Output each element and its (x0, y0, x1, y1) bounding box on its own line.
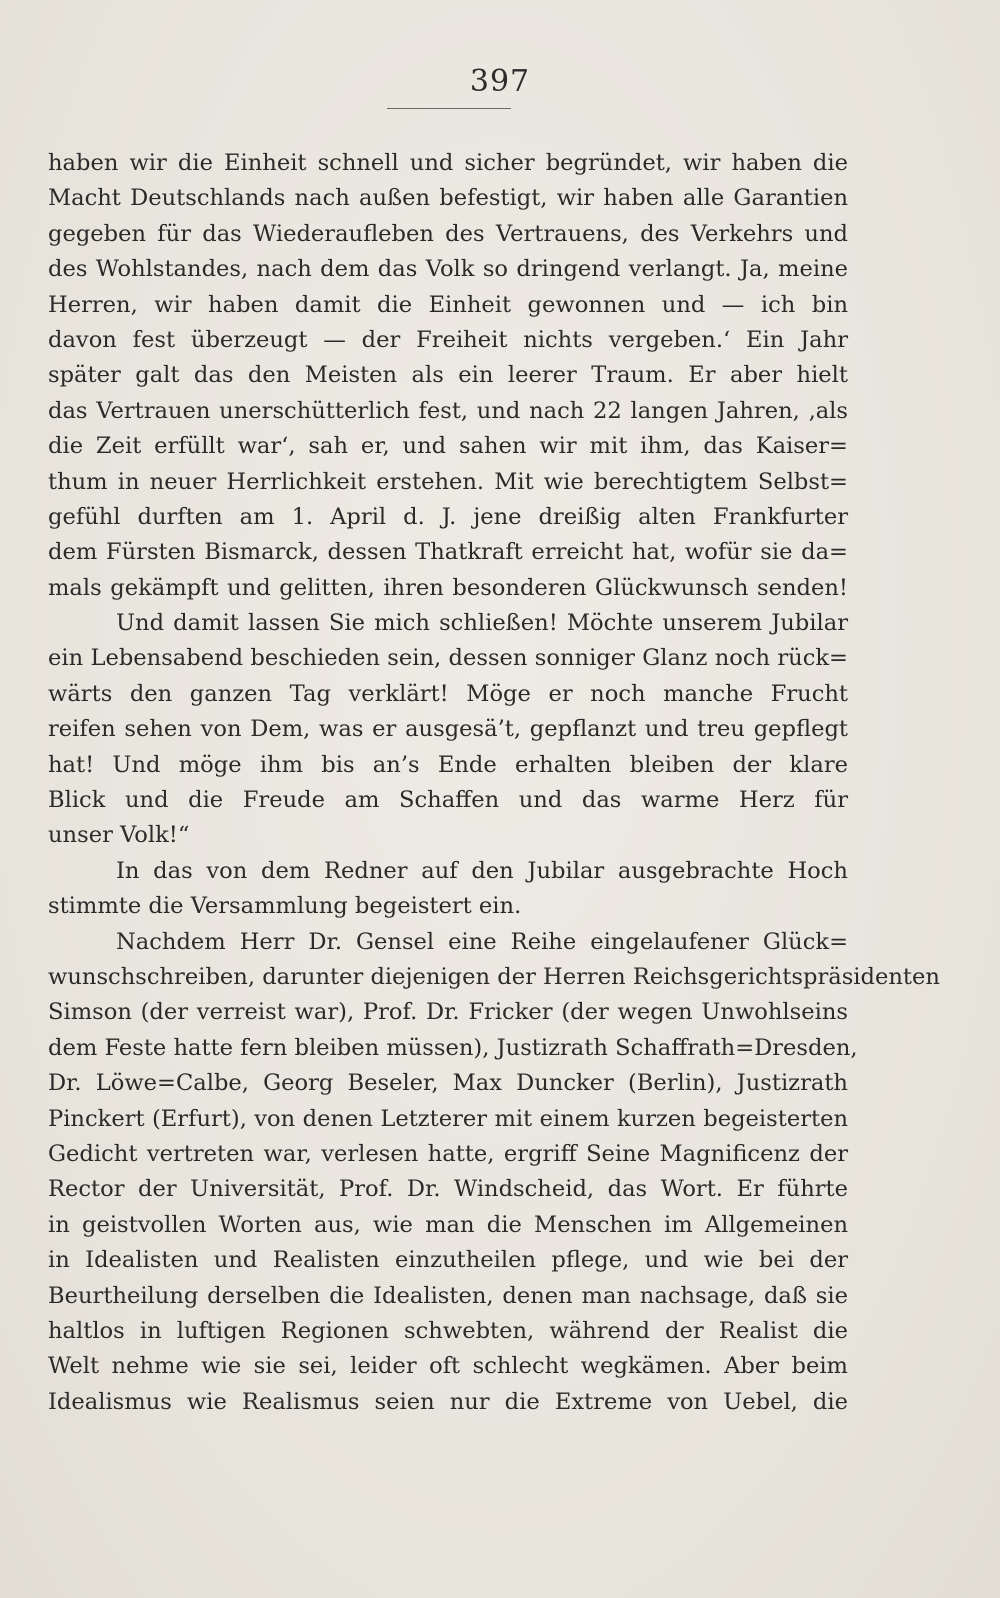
header-rule (387, 108, 511, 109)
text-line: des Wohlstandes, nach dem das Volk so dringend verlangt. Ja, meine (48, 256, 848, 283)
text-line: unser Volk!“ (48, 822, 190, 849)
text-line: dem Fürsten Bismarck, dessen Thatkraft erreicht hat, wofür sie da= (48, 539, 848, 566)
text-line: gefühl durften am 1. April d. J. jene dreißig alten Frankfurter (48, 503, 848, 530)
text-line: davon fest überzeugt — der Freiheit nichts vergeben.‘ Ein Jahr (48, 326, 848, 353)
text-line: Pinckert (Erfurt), von denen Letzterer mit einem kurzen begeisterten (48, 1105, 848, 1132)
text-line: die Zeit erfüllt war‘, sah er, und sahen wir mit ihm, das Kaiser= (48, 433, 848, 460)
text-line: Rector der Universität, Prof. Dr. Windscheid, das Wort. Er führte (48, 1176, 848, 1203)
text-line: haben wir die Einheit schnell und sicher begründet, wir haben die (48, 150, 848, 176)
text-line: Herren, wir haben damit die Einheit gewonnen und — ich bin (48, 291, 848, 318)
text-line: Gedicht vertreten war, verlesen hatte, ergriff Seine Magnificenz der (48, 1140, 848, 1167)
text-line: wunschschreiben, darunter diejenigen der Herren Reichsgerichtspräsidenten (48, 963, 940, 990)
text-line: Idealismus wie Realismus seien nur die Extreme von Uebel, die (48, 1388, 848, 1415)
text-line: Nachdem Herr Dr. Gensel eine Reihe eingelaufener Glück= (116, 928, 848, 955)
text-line: wärts den ganzen Tag verklärt! Möge er noch manche Frucht (48, 680, 848, 707)
body-text (48, 146, 940, 1420)
text-line: Blick und die Freude am Schaffen und das warme Herz für (48, 787, 848, 814)
text-line: das Vertrauen unerschütterlich fest, und nach 22 langen Jahren, ‚als (48, 397, 848, 424)
page-number: 397 (469, 64, 531, 99)
text-line: Dr. Löwe=Calbe, Georg Beseler, Max Duncker (Berlin), Justizrath (48, 1070, 848, 1097)
text-line: haltlos in luftigen Regionen schwebten, während der Realist die (48, 1317, 848, 1344)
text-line: hat! Und möge ihm bis an’s Ende erhalten bleiben der klare (48, 751, 848, 778)
text-line: thum in neuer Herrlichkeit erstehen. Mit wie berechtigtem Selbst= (48, 468, 848, 495)
text-line: Macht Deutschlands nach außen befestigt, wir haben alle Garantien (48, 185, 848, 212)
text-line: reifen sehen von Dem, was er ausgesä’t, gepflanzt und treu gepflegt (48, 716, 848, 743)
text-line: Simson (der verreist war), Prof. Dr. Fricker (der wegen Unwohlseins (48, 999, 848, 1026)
text-line: Und damit lassen Sie mich schließen! Möchte unserem Jubilar (116, 610, 848, 637)
text-line: mals gekämpft und gelitten, ihren besonderen Glückwunsch senden! (48, 574, 848, 601)
text-line: ein Lebensabend beschieden sein, dessen sonniger Glanz noch rück= (48, 645, 848, 672)
text-line: In das von dem Redner auf den Jubilar ausgebrachte Hoch (116, 857, 848, 884)
text-line: Welt nehme wie sie sei, leider oft schlecht wegkämen. Aber beim (48, 1353, 848, 1380)
text-line: gegeben für das Wiederaufleben des Vertrauens, des Verkehrs und (48, 220, 848, 247)
text-line: dem Feste hatte fern bleiben müssen), Justizrath Schaffrath=Dresden, (48, 1034, 858, 1061)
text-line: stimmte die Versammlung begeistert ein. (48, 893, 522, 920)
text-line: Beurtheilung derselben die Idealisten, denen man nachsage, daß sie (48, 1282, 848, 1309)
text-line: in Idealisten und Realisten einzutheilen pflege, und wie bei der (48, 1247, 848, 1274)
text-line: später galt das den Meisten als ein leerer Traum. Er aber hielt (48, 362, 848, 389)
text-line: in geistvollen Worten aus, wie man die Menschen im Allgemeinen (48, 1211, 848, 1238)
